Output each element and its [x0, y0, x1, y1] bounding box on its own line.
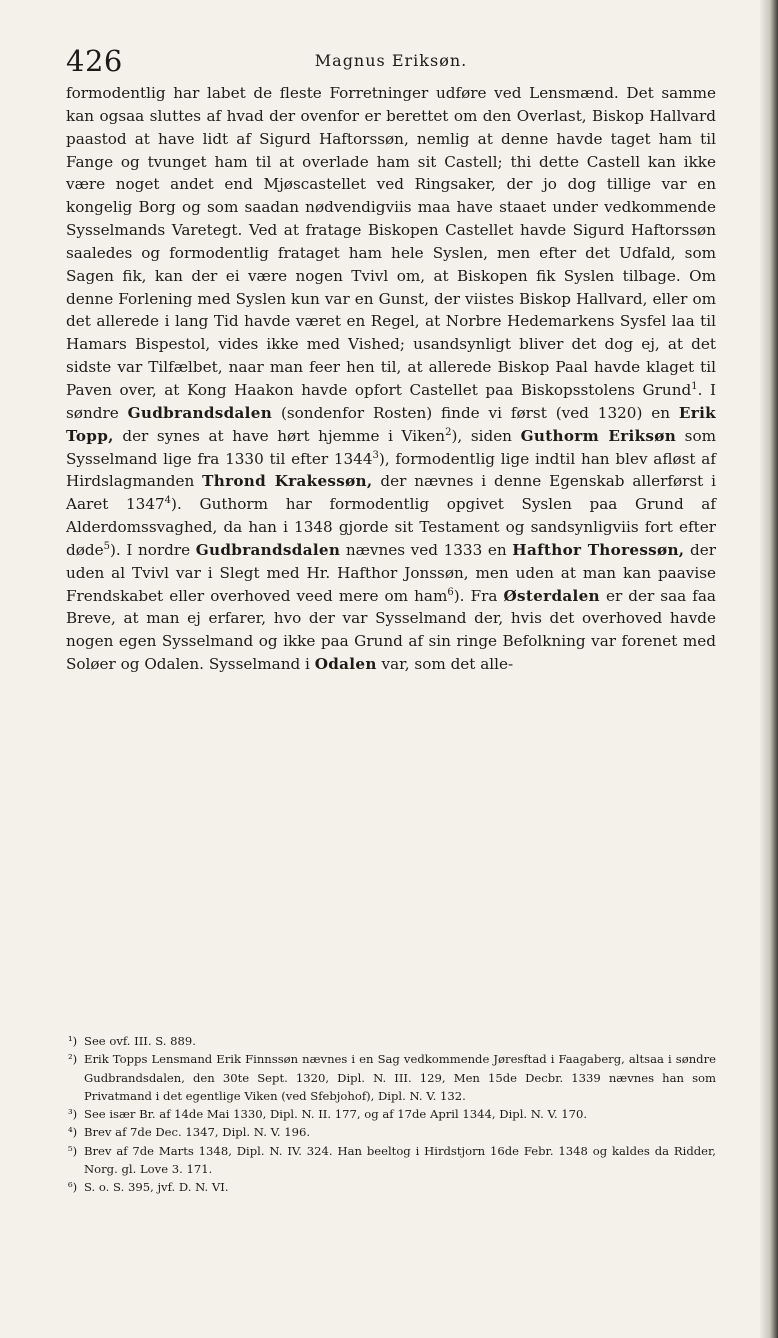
footnote-text: See især Br. af 14de Mai 1330, Dipl. N. II. 177, og af 17de April 1344, Dipl. N. V. 170. [84, 1107, 588, 1122]
footnote [66, 1032, 716, 1050]
text-run: ). I nordre [109, 540, 191, 559]
text-run: ), formodentlig lige indtil han blev afløst af Hirdslagmanden [66, 449, 716, 491]
running-head: Magnus Eriksøn. [314, 51, 468, 70]
footnote-mark: ²) [68, 1052, 78, 1067]
emphasis-name: Hafthor Thoressøn, [512, 540, 685, 559]
footnote-text: Erik Topps Lensmand Erik Finnssøn nævnes i en Sag vedkommende Jøresftad i Faagaberg, altsaa i søndre Gudbrandsdalen, den 30te Sept. 1320, Dipl. N. III. 129, Men 15de Decbr. 1339 nævnes han som Privatmand i det egentlige Viken (ved Sfebjohof), Dipl. N. V. 132. [84, 1052, 716, 1103]
text-run: der nævnes i denne Egenskab allerførst i Aaret 1347 [66, 472, 717, 514]
emphasis-name: Erik Topp, [66, 403, 716, 445]
text-run: ). Guthorm har formodentlig opgivet Syslen paa Grund af Alderdomssvaghed, da han i 1348 gjorde sit Testament og sandsynligviis fort efter døde [66, 495, 716, 559]
footnote-ref: 2 [445, 426, 452, 438]
emphasis-name: Guthorm Eriksøn [520, 426, 677, 445]
text-run: som Sysselmand lige fra 1330 til efter 1344 [66, 426, 717, 468]
footnotes [66, 1032, 716, 1197]
emphasis-place: Odalen [314, 655, 377, 674]
text-run: formodentlig har labet de fleste Forretninger udføre ved Lensmænd. Det samme kan ogsaa sluttes af hvad der ovenfor er berettet om den Overlast, Biskop Hallvard paastod at have lidt af Sigurd Haftorssøn, nemlig at denne havde taget ham til Fange og tvunget ham til at overlade ham sit Castell; thi dette Castell kan ikke være noget andet end Mjøscastellet ved Ringsaker, der jo dog tillige var en kongelig Borg og som saadan nødvendigviis maa have staaet under vedkommende Sysselmands Varetegt. Ved at fratage Biskopen Castellet havde Sigurd Haftorssøn saaledes og formodentlig frataget ham hele Syslen, men efter det Udfald, som Sagen fik, kan der ei være nogen Tvivl om, at Biskopen fik Syslen tilbage. Om denne Forlening med Syslen kun var en Gunst, der viistes Biskop Hallvard, eller om det allerede i lang Tid havde været en Regel, at Norbre Hedemarkens Sysfel laa til Hamars Bispestol, vides ikke med Vished; usandsynligt bliver det dog ej, at det sidste var Tilfælbet, naar man feer hen til, at allerede Biskop Paal havde klaget til Paven over, at Kong Haakon havde opfort Castellet paa Biskopsstolens Grund [66, 84, 716, 399]
footnote [66, 1178, 716, 1196]
page-number: 426 [66, 44, 123, 78]
text-run: nævnes ved 1333 en [345, 540, 507, 559]
footnote-ref: 6 [447, 586, 454, 598]
footnote [66, 1123, 716, 1141]
footnote [66, 1142, 716, 1179]
page-edge-shadow [760, 0, 778, 1338]
footnote-ref: 5 [103, 540, 110, 552]
footnote-divider [66, 1030, 716, 1031]
footnote-ref: 4 [164, 495, 172, 507]
footnote-ref: 3 [372, 449, 379, 461]
footnote-mark: ³) [68, 1107, 78, 1122]
footnote-ref: 1 [691, 380, 698, 392]
text-run: var, som det alle- [381, 655, 514, 674]
text-run: ). Fra [453, 586, 498, 605]
footnote [66, 1050, 716, 1105]
footnote-mark: ⁶) [68, 1180, 78, 1195]
footnote-mark: ⁴) [68, 1125, 78, 1140]
footnote-mark: ¹) [68, 1034, 78, 1048]
main-text [66, 82, 716, 676]
footnote-text: See ovf. III. S. 889. [84, 1034, 196, 1048]
text-run: (sondenfor Rosten) finde vi først (ved 1320) en [280, 403, 671, 422]
footnote-text: Brev af 7de Dec. 1347, Dipl. N. V. 196. [84, 1125, 311, 1140]
footnote-mark: ⁵) [68, 1143, 78, 1158]
emphasis-place: Gudbrandsdalen [127, 403, 273, 422]
text-run: er der saa faa Breve, at man ej erfarer, hvo der var Sysselmand der, hvis det overhoved havde nogen egen Sysselmand og ikke paa Grund af sin ringe Befolkning var forenet med Soløer og Odalen. Sysselmand i [66, 586, 716, 674]
text-run: der synes at have hørt hjemme i Viken [122, 426, 446, 445]
text-run: ), siden [451, 426, 512, 445]
page-header [66, 44, 716, 80]
emphasis-place: Gudbrandsdalen [195, 540, 341, 559]
text-run: der uden al Tvivl var i Slegt med Hr. Hafthor Jonssøn, men uden at man kan paavise Frendskabet eller overhoved veed mere om ham [66, 540, 717, 605]
emphasis-place: Østerdalen [503, 586, 600, 605]
text-run: . I søndre [66, 380, 716, 422]
footnote-text: S. o. S. 395, jvf. D. N. VI. [84, 1180, 229, 1195]
footnote [66, 1105, 716, 1123]
footnote-text: Brev af 7de Marts 1348, Dipl. N. IV. 324. Han beeltog i Hirdstjorn 16de Febr. 1348 og kaldes da Ridder, Norg. gl. Love 3. 171. [84, 1143, 716, 1177]
emphasis-name: Thrond Krakessøn, [202, 472, 373, 491]
